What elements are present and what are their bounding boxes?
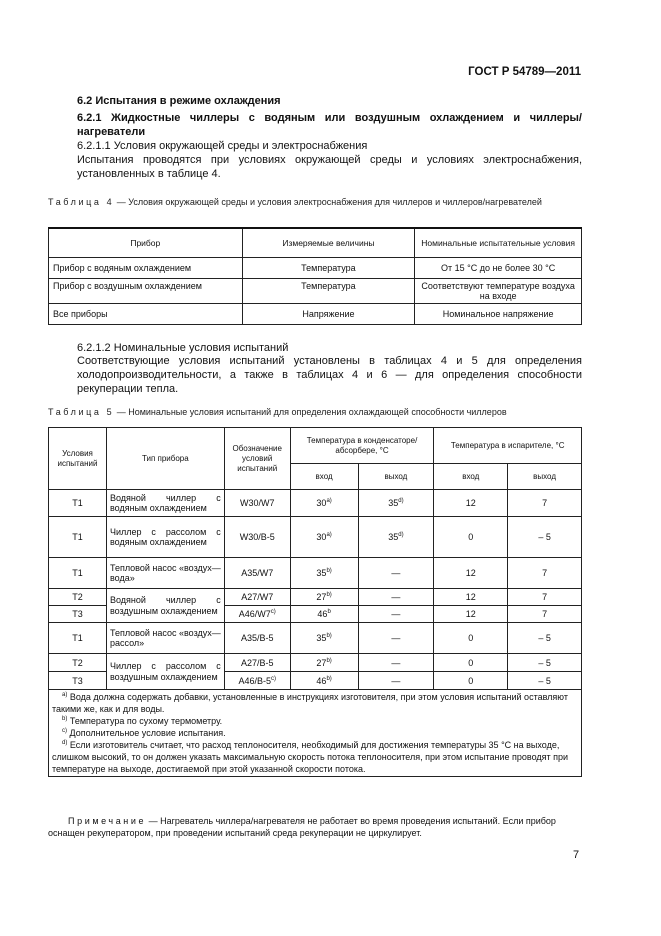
note-label: Примечание [68,816,147,826]
t5-cond-in [290,589,358,606]
footnote-mark: c) [62,728,68,734]
t5-cond: Т1 [49,490,107,517]
table-5 [48,427,582,777]
t5-evap-in: 12 [434,606,508,623]
footnote-text: Температура по сухому термометру. [67,716,223,726]
footnote-a [52,691,578,715]
t4-cell: Напряжение [242,304,415,325]
t5-type: Чиллер с рассолом с водяным охлаждением [106,517,224,558]
t5-cond-out: — [358,558,434,589]
t5-evap-in: 12 [434,490,508,517]
value: 46 [317,609,328,619]
t4-cell: Температура [242,279,415,304]
table-row [49,258,582,279]
value: A46/B-5 [238,675,271,686]
section-6-2-1-1-text: Испытания проводятся при условиях окружающей среды и условиях электроснабжения, установленных в таблице 4. [77,154,582,180]
footnote-mark: b) [326,568,332,574]
footnote-mark: a) [326,498,332,504]
footnote-mark: d) [398,532,404,538]
value: 27 [316,592,327,602]
note-text: — Нагреватель чиллера/нагревателя не работает во время проведения испытаний. Если прибор оснащен рекуператором, при проведении испытаний среда рекуперации не циркулирует. [48,816,556,838]
value: 35 [316,568,327,578]
t5-cond-in [290,517,358,558]
t5-cond: Т2 [49,589,107,606]
footnote-mark: b) [326,657,332,664]
table-row [49,279,582,304]
footnote-text: Если изготовитель считает, что расход теплоносителя, необходимый для достижения температуры 35 °С на выходе, слишком высокий, то он должен указать максимальную скорость потока теплоносителя, при этом испытание проводят при температуре на выходе, достигаемой при этой указанной скорости потока. [52,740,569,774]
page-number: 7 [573,849,580,861]
t5-cond-out: — [358,654,434,672]
table-row [49,558,582,589]
t5-designation [224,672,290,690]
table-footnotes-row [49,690,582,777]
t5-cond-out: — [358,623,434,654]
t5-evap-out: 7 [508,606,582,623]
t5-designation: A27/B-5 [224,654,290,672]
t5-evap-in: 12 [434,589,508,606]
footnote-mark: b) [62,716,68,722]
table4-caption [48,196,582,208]
t4-cell: Соответствуют температуре воздуха на входе [415,279,582,304]
t5-type: Чиллер с рассолом с воздушным охлаждением [106,654,224,690]
t5-cond: Т3 [49,672,107,690]
t5-header-temp-evaporator: Температура в испарителе, °С [434,428,582,464]
t5-header-out: выход [358,464,434,490]
t5-header-out: выход [508,464,582,490]
table-row [49,654,582,672]
t5-evap-in: 12 [434,558,508,589]
table5-caption-text: — Номинальные условия испытаний для определения охлаждающей способности чиллеров [114,407,507,417]
t5-cond: Т2 [49,654,107,672]
t5-cond-out: — [358,606,434,623]
t5-header-temp-condenser: Температура в конденсаторе/абсорбере, °С [290,428,434,464]
t5-evap-out: – 5 [508,517,582,558]
t4-cell: От 15 °С до не более 30 °С [415,258,582,279]
t4-cell: Номинальное напряжение [415,304,582,325]
table5-caption [48,406,582,418]
table-row [49,623,582,654]
table4-caption-label: Таблица 4 [48,197,115,207]
t5-header-in: вход [434,464,508,490]
t5-type: Тепловой насос «воздух—рассол» [106,623,224,654]
section-6-2-1-2-heading: 6.2.1.2 Номинальные условия испытаний [77,342,289,354]
t5-designation: A27/W7 [224,589,290,606]
value: 35 [388,532,399,542]
t5-evap-in: 0 [434,672,508,690]
footnote-mark: d) [398,498,404,504]
table-4 [48,227,582,325]
t5-designation: W30/W7 [224,490,290,517]
footnote-text: Дополнительное условие испытания. [67,728,226,738]
footnote-mark: b) [326,633,332,639]
t5-evap-out: 7 [508,589,582,606]
t5-cond-in [290,623,358,654]
t5-cond-in [290,672,358,690]
t5-evap-out: – 5 [508,623,582,654]
t5-cond-out [358,517,434,558]
t4-header-conditions: Номинальные испытательные условия [415,228,582,258]
footnote-mark: d) [62,740,68,746]
t5-cond-in [290,654,358,672]
footnote-b [52,715,578,727]
t5-designation [224,606,290,623]
value: 30 [316,498,327,508]
footnote-mark: b [327,609,331,615]
t4-cell: Прибор с воздушным охлаждением [49,279,243,304]
t5-evap-out: – 5 [508,654,582,672]
t5-evap-out: 7 [508,558,582,589]
section-6-2-heading: 6.2 Испытания в режиме охлаждения [77,95,281,107]
t5-evap-out: 7 [508,490,582,517]
table-row [49,517,582,558]
t4-header-device: Прибор [49,228,243,258]
table-row [49,304,582,325]
t4-cell: Температура [242,258,415,279]
table-row [49,589,582,606]
t4-cell: Все приборы [49,304,243,325]
t5-cond: Т1 [49,558,107,589]
section-6-2-1-heading: 6.2.1 Жидкостные чиллеры с водяным или воздушным охлаждением и чиллеры/нагреватели [77,112,582,138]
value: 27 [316,657,327,668]
t5-evap-in: 0 [434,623,508,654]
t5-cond: Т1 [49,517,107,558]
footnote-mark: b) [326,592,332,598]
footnote-mark: а) [62,692,68,698]
section-6-2-1-2-text: Соответствующие условия испытаний установлены в таблицах 4 и 5 для определения холодопроизводительности, а также в таблицах 4 и 6 — для определения способности рекуперации тепла. [77,355,582,395]
footnote-mark: a) [326,532,332,538]
footnote-mark: c) [270,609,276,615]
t5-cond-in [290,606,358,623]
table5-caption-label: Таблица 5 [48,407,115,417]
table4-caption-text: — Условия окружающей среды и условия электроснабжения для чиллеров и чиллеров/нагревателей [114,197,542,207]
t5-evap-in: 0 [434,654,508,672]
table-footnotes [49,690,582,777]
footnote-text: Вода должна содержать добавки, установленные в инструкциях изготовителя, при этом условия испытаний оставляют такими же, как и для воды. [52,692,568,714]
table-row [49,490,582,517]
note-paragraph [48,815,582,839]
t4-header-measured: Измеряемые величины [242,228,415,258]
value: A46/W7 [238,609,271,619]
value: 30 [316,532,327,542]
t5-header-in: вход [290,464,358,490]
footnote-mark: b) [326,675,332,682]
footnote-d [52,739,578,775]
t5-cond-in [290,558,358,589]
t5-designation: W30/B-5 [224,517,290,558]
value: 35 [388,498,399,508]
t5-cond-out: — [358,589,434,606]
t5-type: Водяной чиллер с воздушным охлаждением [106,589,224,623]
t4-cell: Прибор с водяным охлаждением [49,258,243,279]
t5-header-designation: Обозначение условий испытаний [224,428,290,490]
t5-evap-in: 0 [434,517,508,558]
document-id: ГОСТ Р 54789—2011 [468,66,581,78]
value: 35 [316,633,327,643]
value: 46 [316,675,327,686]
t5-header-type: Тип прибора [106,428,224,490]
footnote-mark: c) [270,675,276,682]
t5-cond-in [290,490,358,517]
t5-cond: Т1 [49,623,107,654]
t5-cond: Т3 [49,606,107,623]
t5-evap-out: – 5 [508,672,582,690]
t5-header-conditions: Условия испытаний [49,428,107,490]
t5-designation: A35/W7 [224,558,290,589]
t5-cond-out: — [358,672,434,690]
t5-cond-out [358,490,434,517]
section-6-2-1-1-heading: 6.2.1.1 Условия окружающей среды и электроснабжения [77,140,368,152]
t5-type: Тепловой насос «воздух—вода» [106,558,224,589]
t5-type: Водяной чиллер с водяным охлаждением [106,490,224,517]
t5-designation: A35/B-5 [224,623,290,654]
footnote-c [52,727,578,739]
